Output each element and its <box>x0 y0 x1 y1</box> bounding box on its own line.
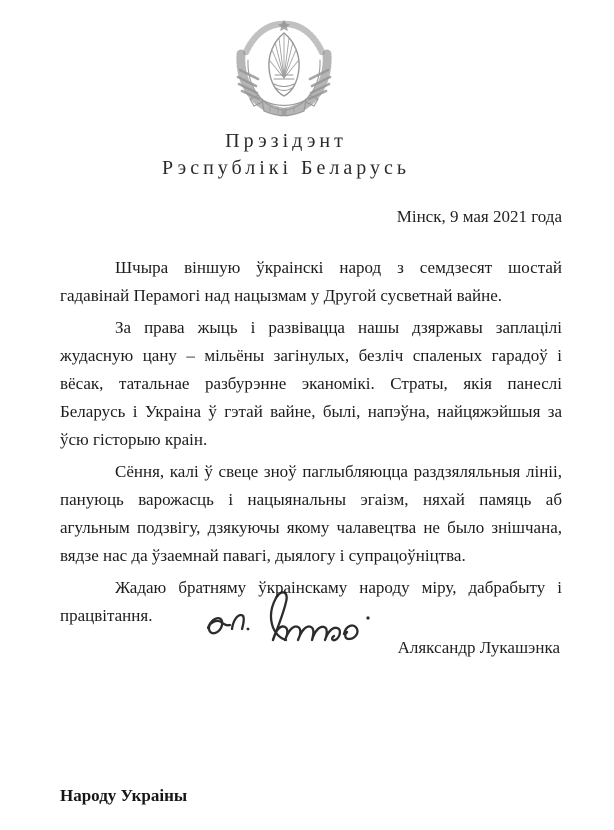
dateline: Мінск, 9 мая 2021 года <box>396 207 562 226</box>
letter-body <box>60 254 562 634</box>
letter-paragraph: Сёння, калі ў свеце зноў паглыбляюцца раздзяляльныя лініі, пануюць варожасць і нацыянальны эгаізм, няхай памяць аб агульным подзвігу, дзякуючы якому чалавецтва не было знішчана, вядзе нас да ўзаемнай павагі, дыялогу і супрацоўніцтва. <box>60 462 562 565</box>
letter-paragraph: За права жыць і развівацца нашы дзяржавы заплацілі жудасную цану – мільёны загінулых, безліч спаленых гарадоў і вёсак, татальнае разбурэнне эканомікі. Страты, якія панеслі Беларусь і Украіна ў гэтай вайне, былі, напэўна, найцяжэйшыя за ўсю гісторыю краін. <box>60 318 562 449</box>
signature-icon <box>198 588 388 648</box>
addressee: Народу Украіны <box>60 786 188 805</box>
letter-paragraph: Шчыра віншую ўкраінскі народ з семдзесят шостай гадавінай Перамогі над нацызмам у Другой сусветнай вайне. <box>60 258 562 305</box>
letter-paragraph: Жадаю братняму ўкраінскаму народу міру, дабрабыту і працвітання. <box>60 578 562 625</box>
signer-name: Аляксандр Лукашэнка <box>397 638 560 657</box>
letterhead-line1: Прэзідэнт <box>225 130 347 152</box>
letterhead-line2: Рэспублікі Беларусь <box>162 157 410 179</box>
coat-of-arms-icon <box>228 18 340 120</box>
letterhead-title <box>0 128 572 182</box>
